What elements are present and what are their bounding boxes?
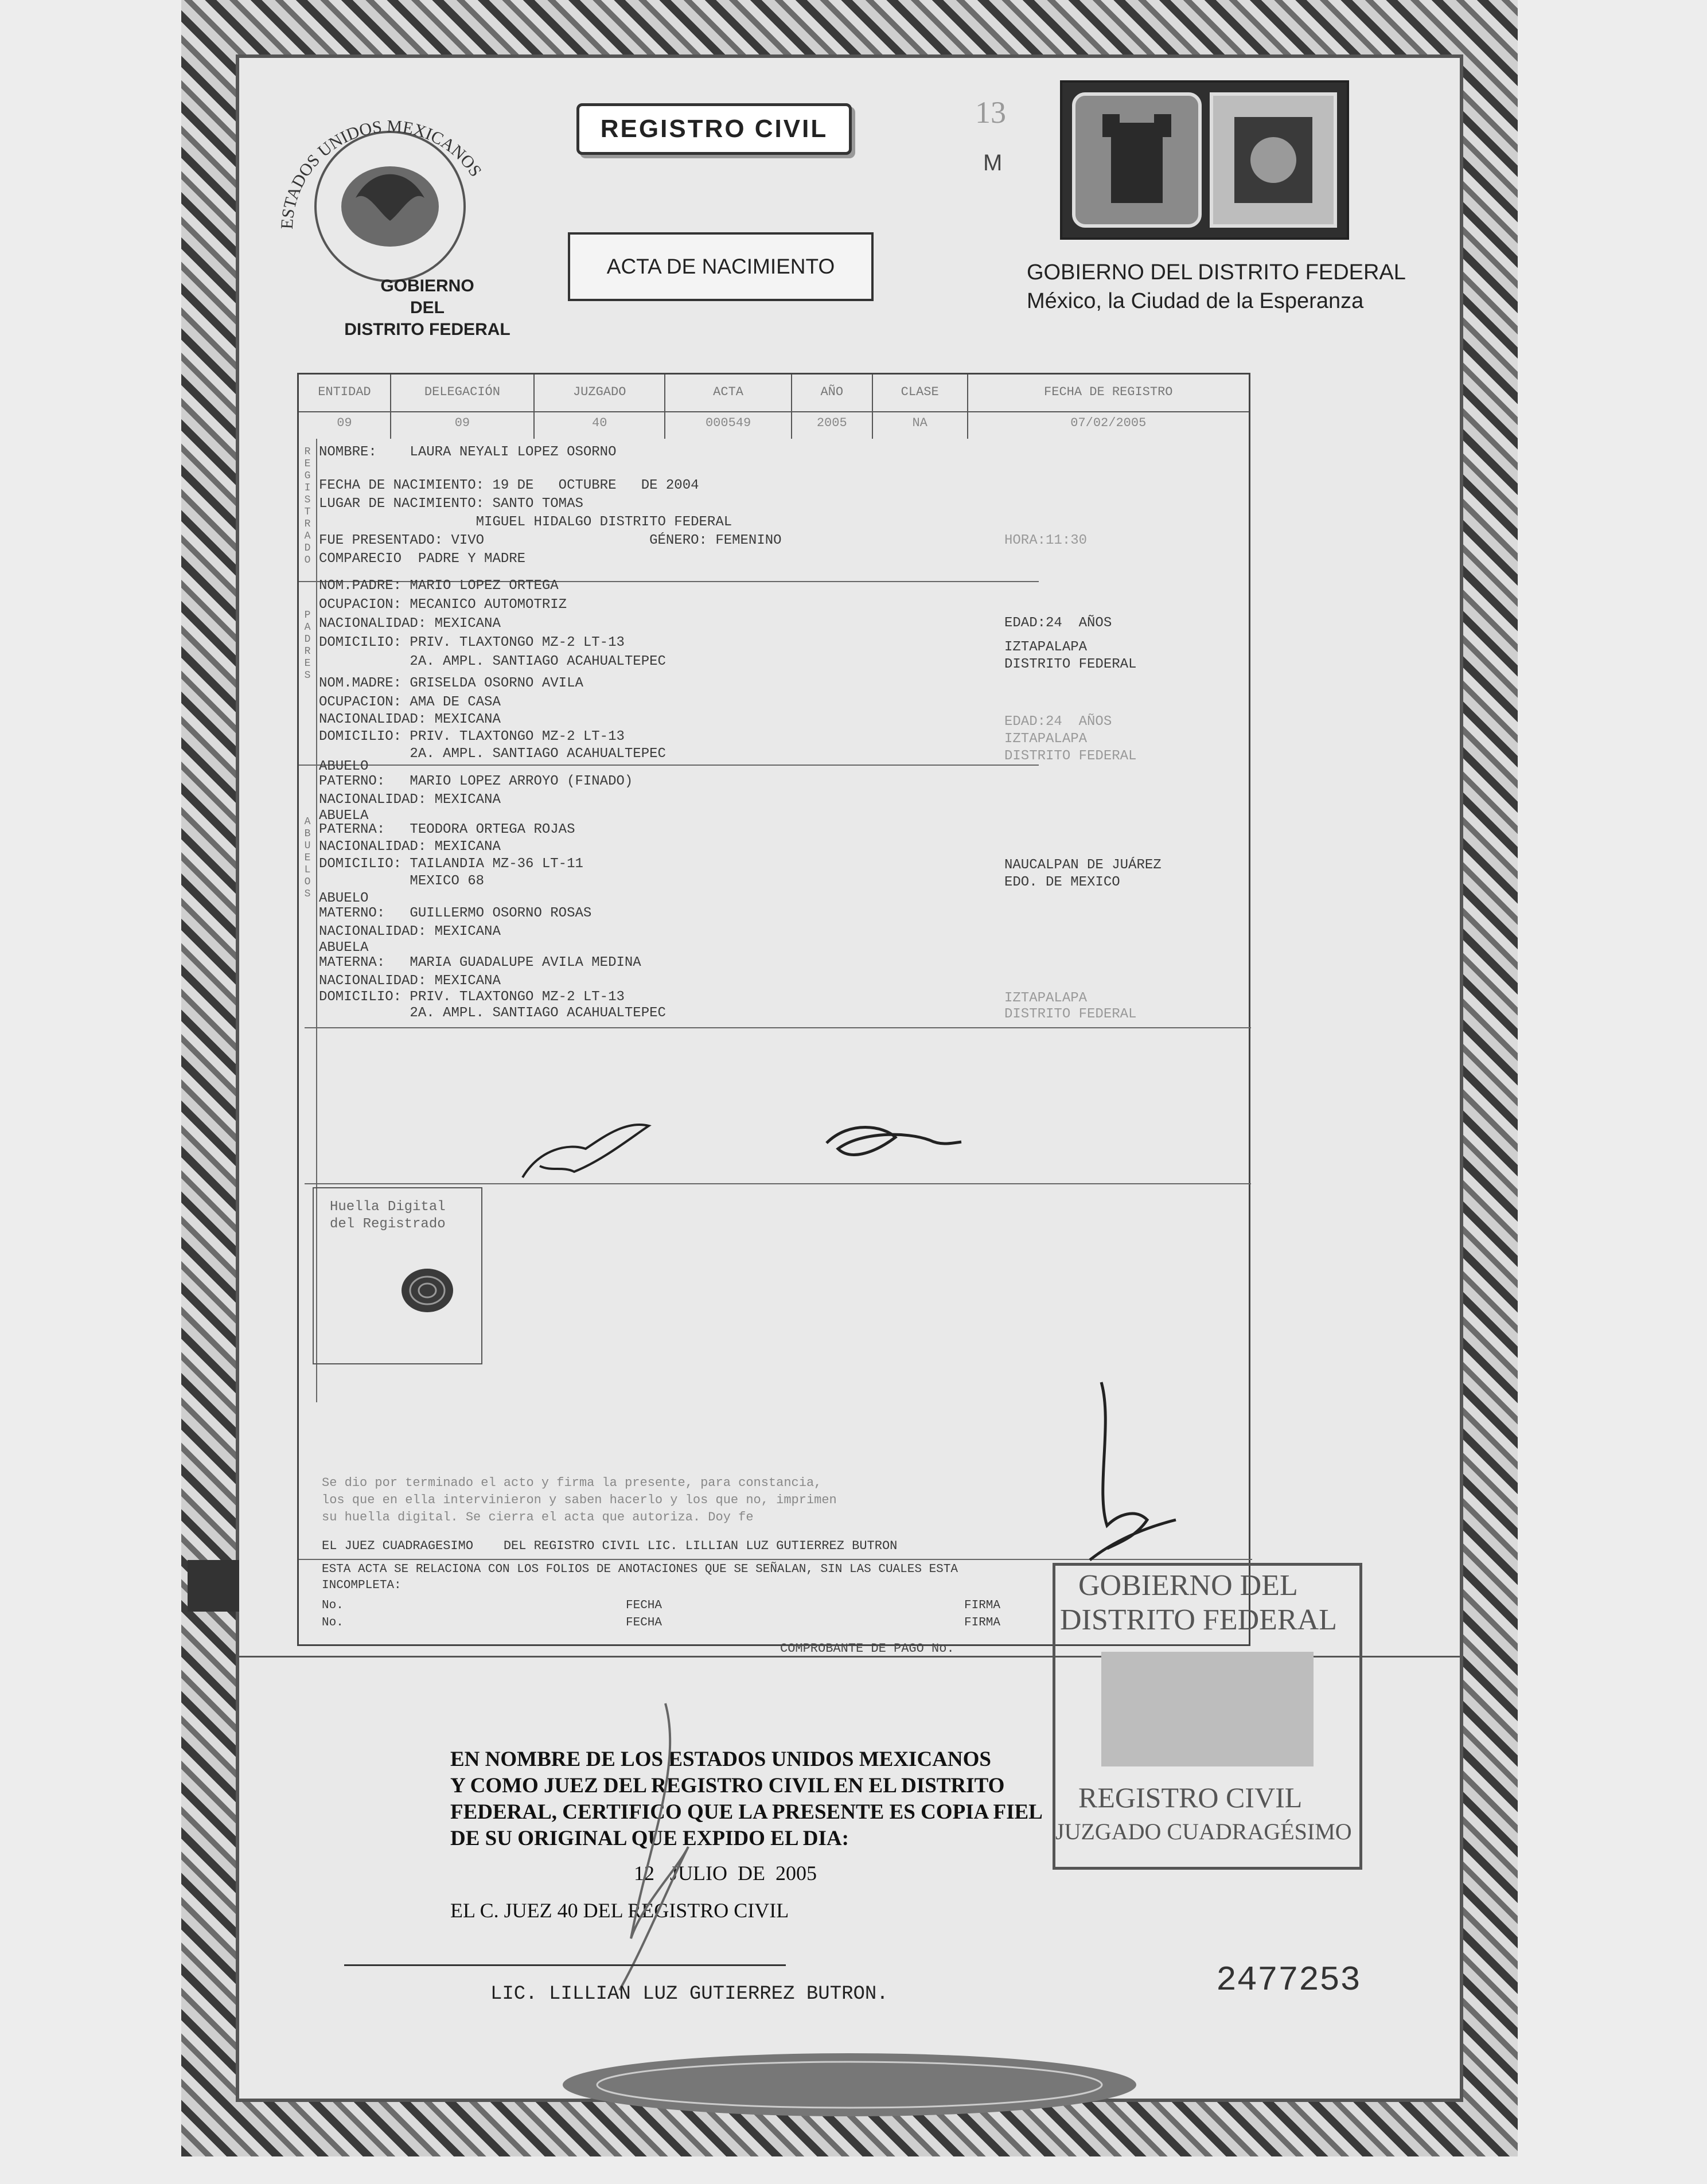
padre-ocupacion: OCUPACION: MECANICO AUTOMOTRIZ (319, 597, 567, 613)
fecha-label-2: FECHA (626, 1616, 662, 1629)
cert-line-2: Y COMO JUEZ DEL REGISTRO CIVIL EN EL DISTRITO (450, 1774, 1005, 1797)
stamp-line-3: REGISTRO CIVIL (1078, 1781, 1303, 1813)
reg-presentado: FUE PRESENTADO: VIVO GÉNERO: FEMENINO (319, 533, 782, 548)
date-de: DE (737, 1862, 765, 1885)
fingerprint-label (330, 1199, 446, 1233)
abuelo-m-title: ABUELO (319, 891, 369, 906)
gob-right-motto: México, la Ciudad de la Esperanza (1027, 289, 1364, 313)
abuela-p-nombre: PATERNA: TEODORA ORTEGA ROJAS (319, 822, 575, 837)
signer-name: LIC. LILLIAN LUZ GUTIERREZ BUTRON. (490, 1983, 888, 2005)
registrado-side-label: REGISTRADO (304, 446, 311, 566)
comprobante-pago: COMPROBANTE DE PAGO No. (780, 1641, 954, 1656)
acta-title: ACTA DE NACIMIENTO (568, 232, 874, 301)
signature-padre-icon (517, 1114, 654, 1183)
abuelo-m-nac: NACIONALIDAD: MEXICANA (319, 924, 501, 939)
date-day: 12 (634, 1862, 654, 1885)
side-tab-mark (188, 1560, 239, 1612)
abuela-p-nac: NACIONALIDAD: MEXICANA (319, 839, 501, 855)
closing-line-2: los que en ella intervinieron y saben hacerlo y los que no, imprimen (322, 1493, 837, 1507)
fingerprint-label-1: Huella Digital (330, 1199, 446, 1215)
firma-label-2: FIRMA (964, 1616, 1001, 1629)
abuela-m-entidad: DISTRITO FEDERAL (1004, 1007, 1137, 1022)
folio-number: 2477253 (1216, 1961, 1361, 2000)
stamp-line-1: GOBIERNO DEL (1078, 1569, 1298, 1602)
padre-nombre: NOM.PADRE: MARIO LOPEZ ORTEGA (319, 578, 559, 594)
abuelo-p-title: ABUELO (319, 759, 369, 774)
madre-ocupacion: OCUPACION: AMA DE CASA (319, 695, 501, 710)
anotaciones-1: ESTA ACTA SE RELACIONA CON LOS FOLIOS DE ANOTACIONES QUE SE SEÑALAN, SIN LAS CUALES ESTA (322, 1563, 958, 1576)
closing-juez: EL JUEZ CUADRAGESIMO DEL REGISTRO CIVIL LIC. LILLIAN LUZ GUTIERREZ BUTRON (322, 1539, 898, 1553)
madre-delegacion: IZTAPALAPA (1004, 731, 1088, 747)
gobierno-left (321, 275, 533, 341)
abuelos-side-label: ABUELOS (304, 816, 311, 900)
signature-madre-icon (815, 1109, 964, 1172)
reg-comparecio: COMPARECIO PADRE Y MADRE (319, 551, 526, 567)
national-seal-icon (270, 98, 510, 287)
date-month: JULIO (670, 1862, 727, 1885)
gob-left-line-3: DISTRITO FEDERAL (344, 320, 510, 339)
madre-nombre: NOM.MADRE: GRISELDA OSORNO AVILA (319, 676, 583, 691)
no-label-1: No. (322, 1599, 344, 1612)
gob-left-line-2: DEL (410, 298, 445, 317)
abuela-p-entidad: EDO. DE MEXICO (1004, 875, 1120, 890)
madre-nacionalidad: NACIONALIDAD: MEXICANA (319, 712, 501, 727)
abuela-p-domicilio-2: MEXICO 68 (319, 873, 485, 889)
abuela-m-nac: NACIONALIDAD: MEXICANA (319, 973, 501, 989)
col-fecha-registro: FECHA DE REGISTRO 07/02/2005 (968, 375, 1249, 439)
abuelo-p-nac: NACIONALIDAD: MEXICANA (319, 792, 501, 808)
bottom-ornament-icon (181, 2050, 1518, 2156)
firma-label-1: FIRMA (964, 1599, 1001, 1612)
madre-entidad: DISTRITO FEDERAL (1004, 748, 1137, 764)
madre-domicilio: DOMICILIO: PRIV. TLAXTONGO MZ-2 LT-13 (319, 729, 625, 744)
padres-side-label: PADRES (304, 610, 311, 681)
abuela-m-domicilio: DOMICILIO: PRIV. TLAXTONGO MZ-2 LT-13 (319, 989, 625, 1005)
city-crest-icon (1060, 80, 1349, 240)
reg-hora: HORA:11:30 (1004, 533, 1088, 548)
closing-line-3: su huella digital. Se cierra el acta que autoriza. Doy fe (322, 1510, 754, 1524)
abuela-m-delegacion: IZTAPALAPA (1004, 990, 1088, 1006)
juez-signature-icon (1067, 1376, 1182, 1571)
certifier-signature-icon (597, 1698, 723, 1996)
col-anio: AÑO 2005 (792, 375, 873, 439)
closing-line-1: Se dio por terminado el acto y firma la presente, para constancia, (322, 1476, 822, 1490)
divider-firmas (305, 1183, 1251, 1184)
no-label-2: No. (322, 1616, 344, 1629)
svg-text:ESTADOS UNIDOS MEXICANOS: ESTADOS UNIDOS MEXICANOS (277, 116, 485, 230)
corner-mark: M (983, 150, 1003, 176)
padre-edad: EDAD:24 AÑOS (1004, 615, 1112, 631)
handwritten-mark: 13 (975, 95, 1006, 130)
date-year: 2005 (775, 1862, 817, 1885)
fingerprint-label-2: del Registrado (330, 1216, 446, 1232)
col-entidad: ENTIDAD 09 (299, 375, 391, 439)
reg-fecha-nac: FECHA DE NACIMIENTO: 19 DE OCTUBRE DE 2004 (319, 478, 699, 493)
gob-left-line-1: GOBIERNO (380, 276, 474, 295)
padre-domicilio-2: 2A. AMPL. SANTIAGO ACAHUALTEPEC (319, 654, 666, 669)
stamp-line-2: DISTRITO FEDERAL (1060, 1604, 1337, 1636)
juez-line: EL C. JUEZ 40 DEL REGISTRO CIVIL (450, 1899, 789, 1922)
padre-entidad: DISTRITO FEDERAL (1004, 657, 1137, 672)
abuela-m-title: ABUELA (319, 940, 369, 955)
abuela-m-domicilio-2: 2A. AMPL. SANTIAGO ACAHUALTEPEC (319, 1005, 666, 1021)
stamp-emblem-icon (1101, 1652, 1314, 1766)
fecha-label-1: FECHA (626, 1599, 662, 1612)
col-clase: CLASE NA (873, 375, 968, 439)
abuela-p-domicilio: DOMICILIO: TAILANDIA MZ-36 LT-11 (319, 856, 583, 872)
col-acta: ACTA 000549 (665, 375, 792, 439)
abuela-p-title: ABUELA (319, 808, 369, 824)
anotaciones-2: INCOMPLETA: (322, 1579, 402, 1592)
madre-edad: EDAD:24 AÑOS (1004, 714, 1112, 730)
gobierno-right (1027, 258, 1428, 315)
divider-abuelos (305, 1027, 1251, 1028)
abuela-m-nombre: MATERNA: MARIA GUADALUPE AVILA MEDINA (319, 955, 641, 970)
certification-text (450, 1746, 1081, 1852)
stamp-line-4: JUZGADO CUADRAGÉSIMO (1055, 1819, 1352, 1844)
madre-domicilio-2: 2A. AMPL. SANTIAGO ACAHUALTEPEC (319, 746, 666, 762)
signature-line (344, 1964, 786, 1966)
abuelo-m-nombre: MATERNO: GUILLERMO OSORNO ROSAS (319, 906, 592, 921)
divider-padres (299, 765, 1039, 766)
cert-line-1: EN NOMBRE DE LOS ESTADOS UNIDOS MEXICANOS (450, 1748, 991, 1771)
col-delegacion: DELEGACIÓN 09 (391, 375, 535, 439)
cert-line-4: DE SU ORIGINAL QUE EXPIDO EL DIA: (450, 1827, 849, 1850)
padre-domicilio: DOMICILIO: PRIV. TLAXTONGO MZ-2 LT-13 (319, 635, 625, 650)
gob-right-title: GOBIERNO DEL DISTRITO FEDERAL (1027, 260, 1406, 284)
abuela-p-delegacion: NAUCALPAN DE JUÁREZ (1004, 857, 1162, 873)
registro-civil-title: REGISTRO CIVIL (576, 103, 852, 155)
padre-delegacion: IZTAPALAPA (1004, 639, 1088, 655)
col-juzgado: JUZGADO 40 (535, 375, 665, 439)
cert-line-3: FEDERAL, CERTIFICO QUE LA PRESENTE ES COPIA FIEL (450, 1800, 1043, 1824)
padre-nacionalidad: NACIONALIDAD: MEXICANA (319, 616, 501, 631)
abuelo-p-nombre: PATERNO: MARIO LOPEZ ARROYO (FINADO) (319, 774, 633, 789)
registry-header (299, 375, 1249, 439)
reg-lugar-nac: LUGAR DE NACIMIENTO: SANTO TOMAS (319, 496, 583, 512)
reg-lugar-nac-2: MIGUEL HIDALGO DISTRITO FEDERAL (319, 514, 732, 530)
fingerprint-icon (396, 1265, 459, 1316)
reg-nombre: NOMBRE: LAURA NEYALI LOPEZ OSORNO (319, 444, 617, 460)
